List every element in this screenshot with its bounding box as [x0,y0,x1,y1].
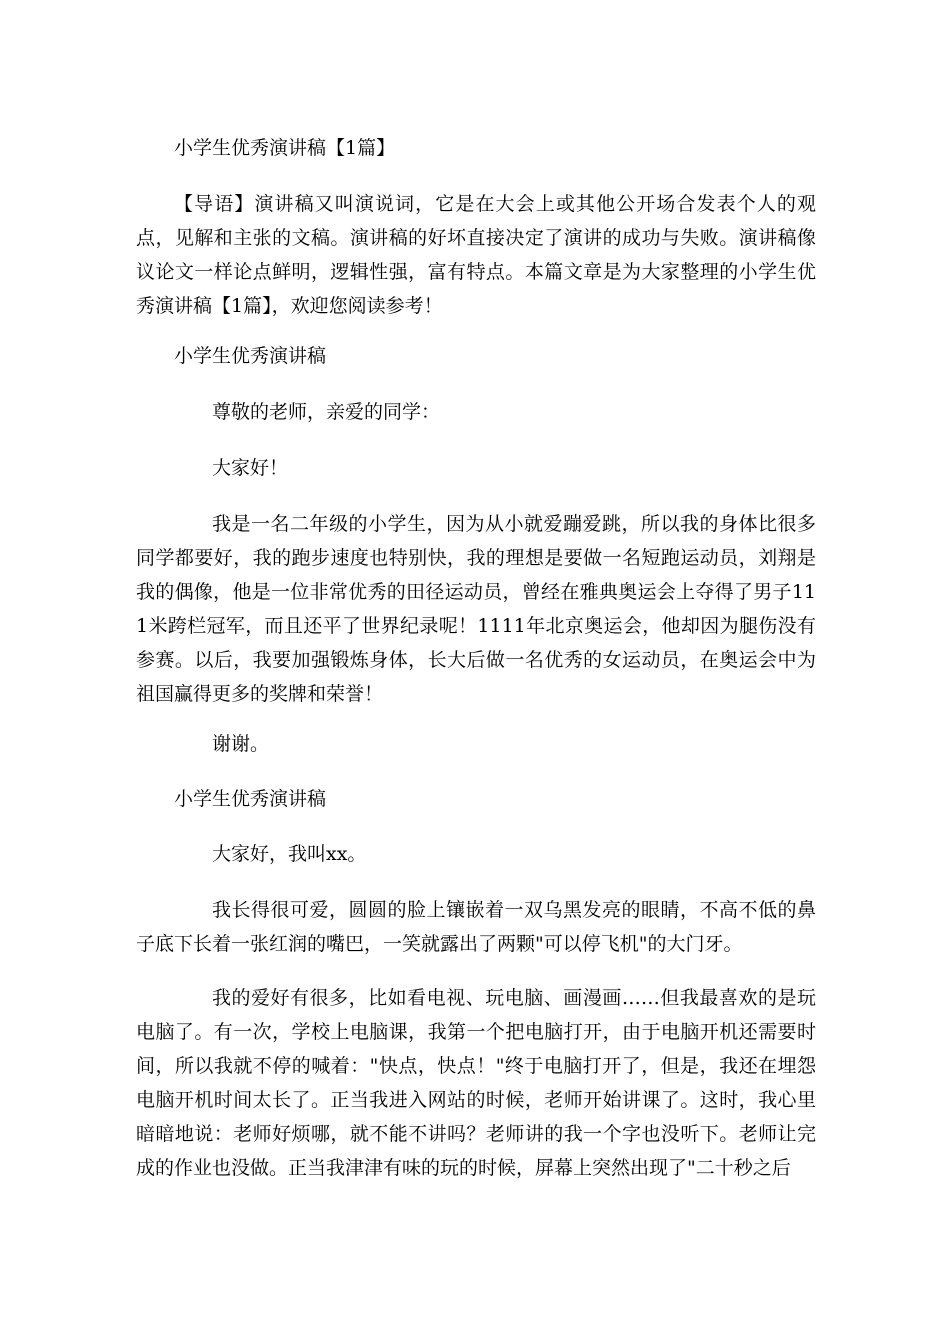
speech1-greeting: 大家好！ [212,457,289,479]
speech2-paragraph-2: 我的爱好有很多，比如看电视、玩电脑、画漫画……但我最喜欢的是玩电脑了。有一次，学校上电脑课，我第一个把电脑打开，由于电脑开机还需要时间，所以我就不停的喊着："快点，快点！"终于电脑打开了，但是，我还在埋怨电脑开机时间太长了。正当我进入网站的时候，老师开始讲课了。这时，我心里暗暗地说：老师好烦哪，就不能不讲吗？老师讲的我一个字也没听下。老师让完成的作业也没做。正当我津津有味的玩的时候，屏幕上突然出现了"二十秒之后 [136,987,816,1179]
speech1-body: 我是一名二年级的小学生，因为从小就爱蹦爱跳，所以我的身体比很多同学都要好，我的跑步速度也特别快，我的理想是要做一名短跑运动员，刘翔是我的偶像，他是一位非常优秀的田径运动员，曾经在雅典奥运会上夺得了男子111米跨栏冠军，而且还平了世界纪录呢！1111年北京奥运会，他却因为腿伤没有参赛。以后，我要加强锻炼身体，长大后做一名优秀的女运动员，在奥运会中为祖国赢得更多的奖牌和荣誉！ [136,513,816,705]
speech1-salutation: 尊敬的老师，亲爱的同学： [212,401,441,423]
speech1-closing: 谢谢。 [212,733,270,755]
speech2-greeting: 大家好，我叫xx。 [212,843,367,865]
document-title: 小学生优秀演讲稿【1篇】 [174,137,396,159]
speech2-heading: 小学生优秀演讲稿 [174,788,327,810]
speech2-paragraph-1: 我长得很可爱，圆圆的脸上镶嵌着一双乌黑发亮的眼睛，不高不低的鼻子底下长着一张红润的嘴巴，一笑就露出了两颗"可以停飞机"的大门牙。 [136,899,816,955]
speech1-heading: 小学生优秀演讲稿 [174,345,327,367]
intro-paragraph: 【导语】演讲稿又叫演说词，它是在大会上或其他公开场合发表个人的观点，见解和主张的文稿。演讲稿的好坏直接决定了演讲的成功与失败。演讲稿像议论文一样论点鲜明，逻辑性强，富有特点。本篇文章是为大家整理的小学生优秀演讲稿【1篇】，欢迎您阅读参考！ [136,193,816,317]
